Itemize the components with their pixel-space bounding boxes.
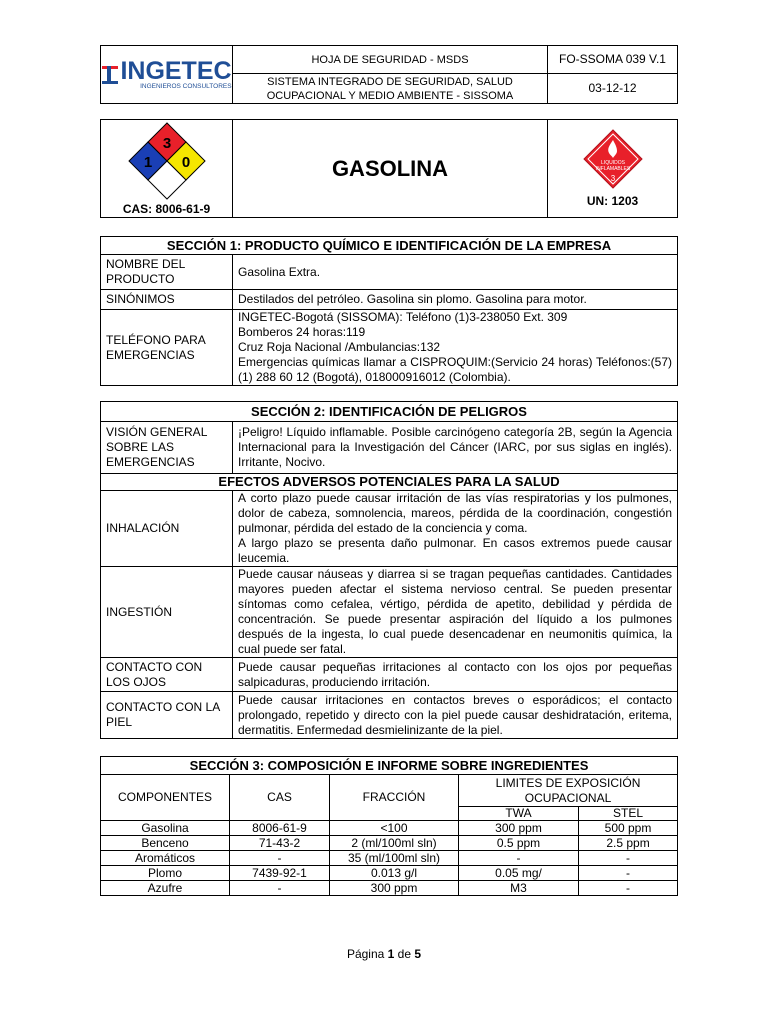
stel-cell: - (579, 881, 678, 896)
stel-cell: 500 ppm (579, 821, 678, 836)
overview-label: VISIÓN GENERAL SOBRE LAS EMERGENCIAS (101, 422, 233, 474)
components-header: COMPONENTES (101, 775, 230, 821)
stel-cell: - (579, 851, 678, 866)
cas-cell: 8006-61-9 (230, 821, 330, 836)
placard-class: 3 (610, 174, 615, 183)
fraction-cell: 0.013 g/l (330, 866, 459, 881)
cas-cell: - (230, 851, 330, 866)
skin-contact-label: CONTACTO CON LA PIEL (101, 692, 233, 739)
ingetec-mark-icon (101, 64, 119, 86)
phone-line: Emergencias químicas llamar a CISPROQUIM:(Servicio 24 horas) Teléfonos:(57) (1) 288 60 12 (Bogotá), 018000916012 (Colombia). (238, 355, 673, 384)
emergency-phone-list (233, 310, 678, 386)
section-3 (100, 756, 678, 896)
product-name-label: NOMBRE DEL PRODUCTO (101, 255, 233, 290)
table-row (101, 836, 678, 851)
fraction-header: FRACCIÓN (330, 775, 459, 821)
inhalation-label: INHALACIÓN (101, 491, 233, 567)
un-number: UN: 1203 (586, 194, 639, 208)
placard-text-1: LIQUIDOS (600, 160, 625, 166)
nfpa-cell (101, 120, 233, 218)
product-identification (100, 119, 678, 218)
cas-cell: 7439-92-1 (230, 866, 330, 881)
fraction-cell: 35 (ml/100ml sln) (330, 851, 459, 866)
page-total: 5 (414, 947, 422, 961)
twa-cell: - (459, 851, 579, 866)
component-cell: Gasolina (101, 821, 230, 836)
phone-line: INGETEC-Bogotá (SISSOMA): Teléfono (1)3-238050 Ext. 309 (238, 310, 568, 324)
stel-cell: - (579, 866, 678, 881)
overview-text: ¡Peligro! Líquido inflamable. Posible carcinógeno categoría 2B, según la Agencia Internacional para la Investigación del Cáncer (IARC, por sus siglas en inglés). Irritante, Nocivo. (233, 422, 678, 474)
inhalation-long-term: A largo plazo se presenta daño pulmonar. En casos extremos puede causar leucemia. (238, 536, 673, 565)
stel-header: STEL (579, 807, 678, 821)
table-row (101, 851, 678, 866)
section-2 (100, 401, 678, 739)
fraction-cell: 300 ppm (330, 881, 459, 896)
un-cell (548, 120, 678, 218)
company-subtitle: INGENIEROS CONSULTORES (140, 82, 232, 90)
nfpa-diamond-icon (127, 121, 207, 201)
synonyms-value: Destilados del petróleo. Gasolina sin plomo. Gasolina para motor. (233, 290, 678, 310)
twa-cell: 0.05 mg/ (459, 866, 579, 881)
component-cell: Benceno (101, 836, 230, 851)
flammable-placard-icon (582, 128, 644, 190)
twa-cell: 0.5 ppm (459, 836, 579, 851)
section-1 (100, 236, 678, 386)
inhalation-text (233, 491, 678, 567)
fraction-cell: <100 (330, 821, 459, 836)
health-effects-title: EFECTOS ADVERSOS POTENCIALES PARA LA SALUD (101, 474, 678, 491)
eye-contact-label: CONTACTO CON LOS OJOS (101, 658, 233, 692)
document-code: FO-SSOMA 039 V.1 (548, 46, 678, 74)
phone-line: Bomberos 24 horas:119 (238, 325, 366, 339)
cas-number: CAS: 8006-61-9 (122, 201, 211, 216)
nfpa-flammability-value: 3 (162, 134, 171, 152)
placard-text-2: INFLAMABLES (595, 166, 630, 172)
ingestion-label: INGESTIÓN (101, 567, 233, 658)
twa-cell: 300 ppm (459, 821, 579, 836)
system-name: SISTEMA INTEGRADO DE SEGURIDAD, SALUD OCUPACIONAL Y MEDIO AMBIENTE - SISSOMA (233, 74, 548, 104)
inhalation-short-term: A corto plazo puede causar irritación de las vías respiratorias y los pulmones, dolor de cabeza, somnolencia, mareos, pérdida de la coordinación, congestión pulmonar, pérdida del estado de la conciencia y coma. (238, 491, 673, 535)
product-name: GASOLINA (233, 120, 548, 218)
cas-cell: - (230, 881, 330, 896)
nfpa-health-value: 1 (143, 153, 152, 171)
table-row (101, 866, 678, 881)
company-name: INGETEC (120, 56, 232, 85)
section-2-title: SECCIÓN 2: IDENTIFICACIÓN DE PELIGROS (101, 402, 678, 422)
product-name-value: Gasolina Extra. (233, 255, 678, 290)
nfpa-reactivity-value: 0 (181, 153, 190, 171)
document-title: HOJA DE SEGURIDAD - MSDS (233, 46, 548, 74)
document-date: 03-12-12 (548, 74, 678, 104)
skin-contact-text: Puede causar irritaciones en contactos breves o esporádicos; el contacto prolongado, repetido y directo con la piel puede causar deshidratación, eritema, dermatitis. Enfermedad desmielinizante de la piel. (233, 692, 678, 739)
document-header (100, 45, 678, 104)
section-1-title: SECCIÓN 1: PRODUCTO QUÍMICO E IDENTIFICACIÓN DE LA EMPRESA (101, 237, 678, 255)
emergency-phone-label: TELÉFONO PARA EMERGENCIAS (101, 310, 233, 386)
twa-header: TWA (459, 807, 579, 821)
component-cell: Plomo (101, 866, 230, 881)
ingestion-text: Puede causar náuseas y diarrea si se tragan pequeñas cantidades. Cantidades mayores pueden afectar el sistema nervioso central. Se pueden presentar síntomas como cefalea, vértigo, pérdida de apetito, debilidad y pérdida de concentración. Se puede presentar aspiración del líquido a los pulmones después de la ingesta, lo cual puede desencadenar en neumonitis química, la cual puede ser fatal. (233, 567, 678, 658)
synonyms-label: SINÓNIMOS (101, 290, 233, 310)
page-prefix: Página (346, 947, 388, 961)
fraction-cell: 2 (ml/100ml sln) (330, 836, 459, 851)
eye-contact-text: Puede causar pequeñas irritaciones al contacto con los ojos por pequeñas salpicaduras, produciendo irritación. (233, 658, 678, 692)
stel-cell: 2.5 ppm (579, 836, 678, 851)
page-number: 1 (387, 947, 395, 961)
page-separator: de (394, 947, 415, 961)
page-footer (0, 947, 768, 961)
table-row (101, 821, 678, 836)
component-cell: Aromáticos (101, 851, 230, 866)
table-row (101, 881, 678, 896)
company-logo (101, 46, 233, 104)
cas-header: CAS (230, 775, 330, 821)
phone-line: Cruz Roja Nacional /Ambulancias:132 (238, 340, 441, 354)
exposure-limits-header: LIMITES DE EXPOSICIÓN OCUPACIONAL (459, 775, 678, 807)
section-3-title: SECCIÓN 3: COMPOSICIÓN E INFORME SOBRE INGREDIENTES (101, 757, 678, 775)
twa-cell: M3 (459, 881, 579, 896)
cas-cell: 71-43-2 (230, 836, 330, 851)
component-cell: Azufre (101, 881, 230, 896)
